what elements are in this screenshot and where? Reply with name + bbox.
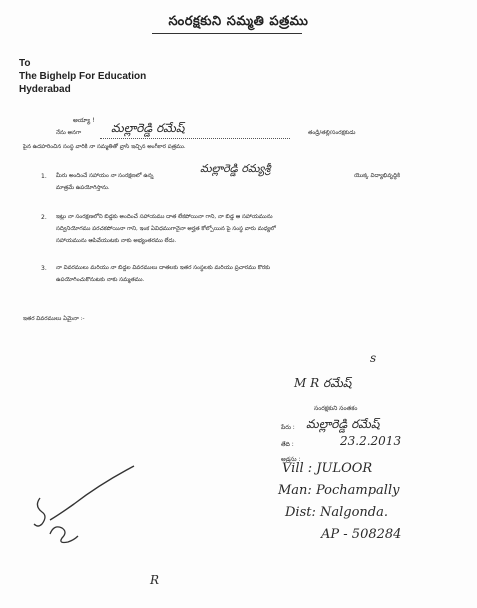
address-mandal: Man: Pochampally — [278, 483, 400, 498]
name-label: పేరు : — [281, 424, 295, 431]
scribble-strokes — [30, 462, 140, 552]
intro-line1: నేను అనగా — [56, 130, 82, 136]
recipient-address — [19, 57, 146, 96]
guardian-name-dotted-line — [100, 138, 290, 139]
point-1-line1-tail: యొక్క విద్యాభివృద్ధికి — [354, 173, 401, 179]
child-name-handwritten: మల్లారెడ్డి రమ్యశ్రీ — [200, 162, 271, 175]
address-label: అడ్రసు : — [281, 456, 301, 463]
page-title: సంరక్షకుని సమ్మతి పత్రము — [168, 14, 309, 29]
point-1-line1: మీరు అందించే సహాయం నా సంరక్షణలో ఉన్న — [56, 173, 154, 179]
intro-line2: పైన ఉదహరించిన సంస్థ వారికి నా సమ్మతితో వ్రాసి ఇచ్చిన అంగీకార పత్రము. — [23, 144, 186, 150]
point-3-line1: నా వివరములు మరియు నా బిడ్డల వివరములు దాతలకు ఇతర సంస్థలకు మరియు ప్రచారము కొరకు — [56, 265, 270, 271]
point-2-line1: ఇట్లు నా సంరక్షణలోని బిడ్డకు అందించే సహాయము దాత లేకపోయినా గాని, నా బిడ్డ ఆ సహాయమును — [56, 214, 273, 220]
guardian-signature: M R రమేష్ — [294, 376, 352, 390]
address-district: Dist: Nalgonda. — [285, 505, 388, 520]
recipient-city: Hyderabad — [19, 84, 71, 95]
address-pin: AP - 508284 — [321, 527, 402, 542]
address-village: Vill : JULOOR — [282, 461, 373, 476]
salutation: అయ్యా ! — [73, 117, 95, 124]
margin-note-handwritten: s — [370, 351, 377, 365]
guardian-name-handwritten: మల్లారెడ్డి రమేష్ — [111, 121, 185, 135]
title-underline — [152, 33, 302, 34]
other-details-label: ఇతర వివరములు ఏమైనా :- — [23, 316, 85, 322]
point-3-line2: ఉపయోగించుకొనుటకు నాకు సమ్మతము. — [56, 277, 145, 283]
to-label: To — [19, 58, 31, 69]
point-1-line2: మాత్రమే ఉపయోగిస్తాను. — [56, 185, 110, 191]
bottom-mark: R — [150, 573, 160, 587]
date-value-handwritten: 23.2.2013 — [340, 434, 402, 448]
point-2-line2: సద్వినియోగము పరచకపోయినా గాని, ఇంక ఏవిధముగానైనా అర్హత కోల్పోయిన పై సంస్థ వారు మధ్యలో — [56, 226, 276, 232]
point-1-number: 1. — [41, 173, 47, 180]
point-3-number: 3. — [41, 265, 47, 272]
recipient-organization: The Bighelp For Education — [19, 71, 147, 82]
point-2-line3: సహాయమును ఆపివేయుటకు నాకు అభ్యంతరము లేదు. — [56, 238, 177, 244]
date-label: తేది : — [281, 441, 294, 448]
signature-label: సంరక్షకుని సంతకం — [314, 405, 358, 412]
name-value-handwritten: మల్లారెడ్డి రమేష్ — [306, 417, 380, 431]
intro-line1-tail: తండ్రి/తల్లి/సంరక్షకుడు — [308, 130, 356, 136]
point-2-number: 2. — [41, 214, 47, 221]
